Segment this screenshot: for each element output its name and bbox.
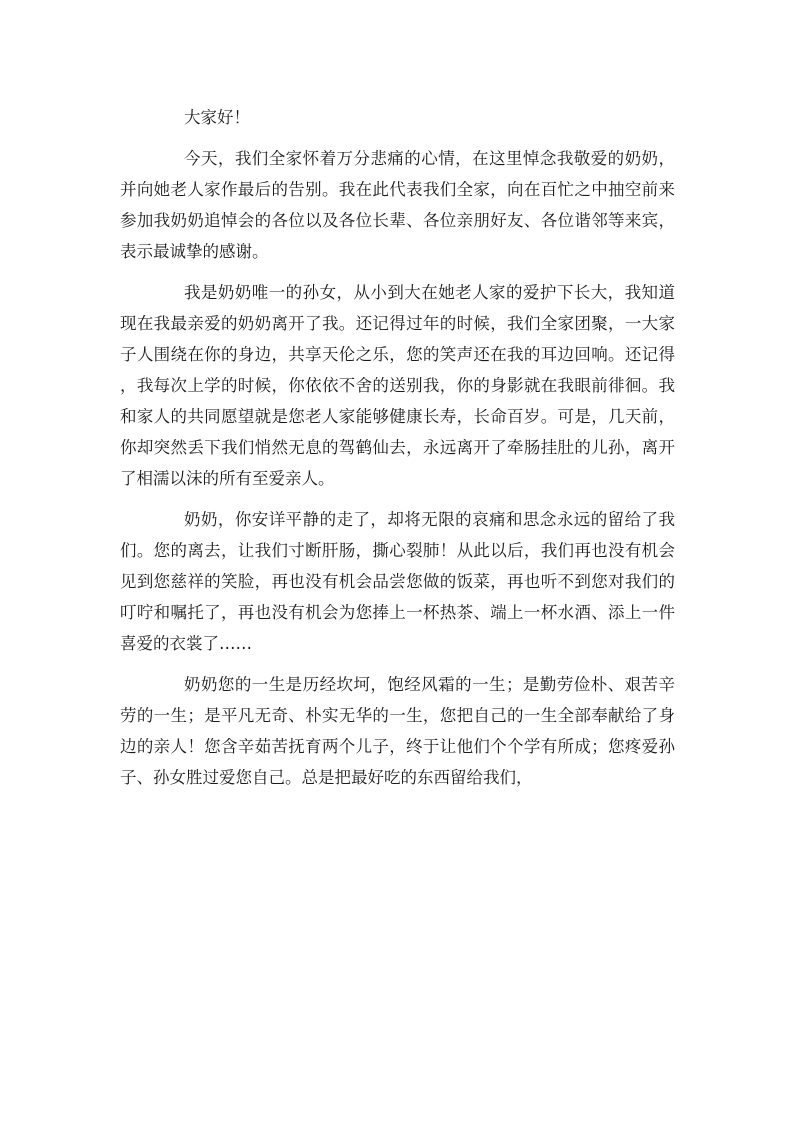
paragraph-memories: 我是奶奶唯一的孙女，从小到大在她老人家的爱护下长大，我知道现在我最亲爱的奶奶离开了我。还记得过年的时候，我们全家团聚，一大家子人围绕在你的身边，共享天伦之乐，您的笑声还在我的耳边回响。还记得，我每次上学的时候，你依依不舍的送别我，你的身影就在我眼前徘徊。我和家人的共同愿望就是您老人家能够健康长寿，长命百岁。可是，几天前，你却突然丢下我们悄然无息的驾鹤仙去，永远离开了牵肠挂肚的儿孙，离开了相濡以沫的所有至爱亲人。 [120, 283, 675, 488]
paragraph-life: 奶奶您的一生是历经坎坷，饱经风霜的一生；是勤劳俭朴、艰苦辛劳的一生；是平凡无奇、朴实无华的一生，您把自己的一生全部奉献给了身边的亲人！您含辛茹苦抚育两个儿子，终于让他们个个学有所成；您疼爱孙子、孙女胜过爱您自己。总是把最好吃的东西留给我们， [120, 675, 675, 787]
document-page [120, 102, 675, 803]
paragraph-grief: 奶奶，你安详平静的走了，却将无限的哀痛和思念永远的留给了我们。您的离去，让我们寸断肝肠，撕心裂肺！从此以后，我们再也没有机会见到您慈祥的笑脸，再也没有机会品尝您做的饭菜，再也听不到您对我们的叮咛和嘱托了，再也没有机会为您捧上一杯热茶、端上一杯水酒、添上一件喜爱的衣裳了…… [120, 510, 675, 653]
paragraph-opening: 今天，我们全家怀着万分悲痛的心情，在这里悼念我敬爱的奶奶，并向她老人家作最后的告别。我在此代表我们全家，向在百忙之中抽空前来参加我奶奶追悼会的各位以及各位长辈、各位亲朋好友、各位谐邻等来宾，表示最诚挚的感谢。 [120, 149, 675, 261]
greeting-line: 大家好！ [184, 108, 250, 127]
